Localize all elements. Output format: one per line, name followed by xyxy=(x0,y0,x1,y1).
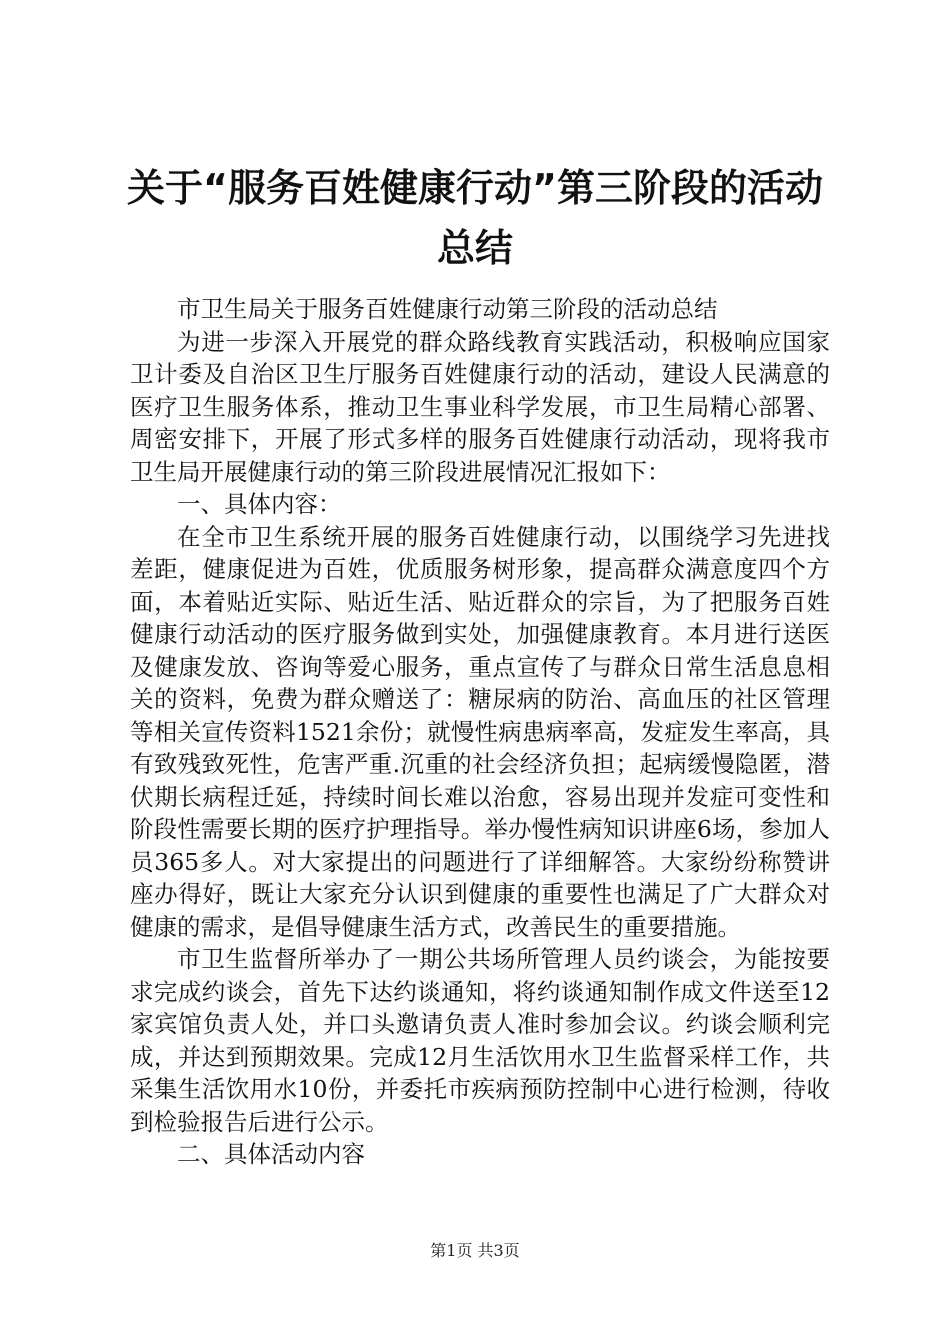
body-paragraph: 在全市卫生系统开展的服务百姓健康行动，以围绕学习先进找差距，健康促进为百姓，优质服务树形象，提高群众满意度四个方面，本着贴近实际、贴近生活、贴近群众的宗旨，为了把服务百姓健康行动活动的医疗服务做到实处，加强健康教育。本月进行送医及健康发放、咨询等爱心服务，重点宣传了与群众日常生活息息相关的资料，免费为群众赠送了：糖尿病的防治、高血压的社区管理等相关宣传资料1521余份；就慢性病患病率高，发症发生率高，具有致残致死性，危害严重.沉重的社会经济负担；起病缓慢隐匿，潜伏期长病程迁延，持续时间长难以治愈，容易出现并发症可变性和阶段性需要长期的医疗护理指导。举办慢性病知识讲座6场，参加人员365多人。对大家提出的问题进行了详细解答。大家纷纷称赞讲座办得好，既让大家充分认识到健康的重要性也满足了广大群众对健康的需求，是倡导健康生活方式，改善民生的重要措施。 xyxy=(130,522,830,941)
document-title: 关于“服务百姓健康行动”第三阶段的活动总结 xyxy=(127,166,823,270)
section-heading-2: 二、具体活动内容 xyxy=(177,1140,365,1168)
subtitle-paragraph: 市卫生局关于服务百姓健康行动第三阶段的活动总结 xyxy=(177,295,718,323)
document-body xyxy=(130,293,830,1171)
page-number-footer: 第1页 共3页 xyxy=(430,1241,520,1260)
body-paragraph: 市卫生监督所举办了一期公共场所管理人员约谈会，为能按要求完成约谈会，首先下达约谈通知，将约谈通知制作成文件送至12家宾馆负责人处，并口头邀请负责人准时参加会议。约谈会顺利完成，并达到预期效果。完成12月生活饮用水卫生监督采样工作，共采集生活饮用水10份，并委托市疾病预防控制中心进行检测，待收到检验报告后进行公示。 xyxy=(130,945,830,1136)
section-heading-1: 一、具体内容： xyxy=(177,490,342,518)
intro-paragraph: 为进一步深入开展党的群众路线教育实践活动，积极响应国家卫计委及自治区卫生厅服务百姓健康行动的活动，建设人民满意的医疗卫生服务体系，推动卫生事业科学发展，市卫生局精心部署、周密安排下，开展了形式多样的服务百姓健康行动活动，现将我市卫生局开展健康行动的第三阶段进展情况汇报如下： xyxy=(130,327,830,486)
